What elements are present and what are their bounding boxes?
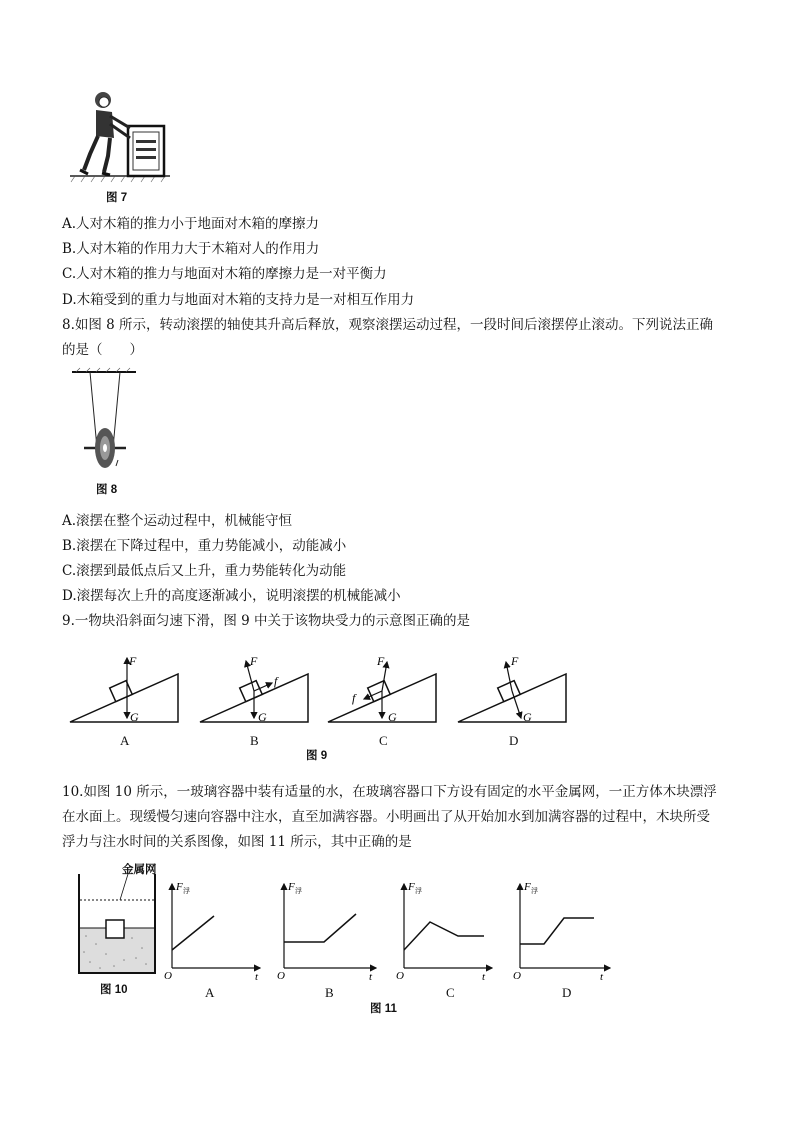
q9-diagram-d: [458, 654, 566, 724]
figure-11-graphs: [160, 876, 620, 983]
q10-stem-line2: 在水面上。现缓慢匀速向容器中注水，直至加满容器。小明画出了从开始加水到加满容器的过程中，木块所受: [62, 809, 710, 825]
q8-option-d: D.滚摆每次上升的高度逐渐减小，说明滚摆的机械能减小: [62, 588, 401, 604]
figure-7-caption: 图 7: [106, 192, 128, 204]
q7-option-d: D.木箱受到的重力与地面对木箱的支持力是一对相互作用力: [62, 292, 415, 308]
figure-7-person-pushing-box: [70, 88, 170, 184]
figure-8-maxwell-wheel: [70, 368, 140, 476]
figure-9-caption: 图 9: [306, 750, 328, 762]
figure-10-container: [76, 874, 162, 974]
q10-d-origin: O: [513, 970, 521, 982]
q8-stem-line1: 8.如图 8 所示，转动滚摆的轴使其升高后释放，观察滚摆运动过程，一段时间后滚摆停止滚动。下列说法正确: [62, 317, 714, 333]
q10-graph-b: [277, 881, 376, 983]
figure-9-incline-diagrams: [66, 648, 586, 758]
q10-stem-line3: 浮力与注水时间的关系图像，如图 11 所示，其中正确的是: [62, 834, 412, 850]
figure-10-mesh-label: 金属网: [122, 864, 157, 876]
q10-label-b: B: [325, 985, 334, 1000]
q10-graph-a: [164, 881, 260, 983]
q9-a-force-G: G: [130, 710, 139, 724]
q9-label-d: D: [509, 733, 519, 748]
q10-graph-c: [396, 881, 492, 983]
q9-label-a: A: [120, 733, 130, 748]
q10-b-origin: O: [277, 970, 285, 982]
q10-d-axis-x: t: [600, 971, 604, 983]
q10-a-axis-y: F: [176, 881, 183, 893]
q9-diagram-b: [200, 654, 308, 724]
q10-d-axis-y-sub: 浮: [531, 887, 538, 895]
q8-stem-line2: 的是（ ）: [62, 342, 143, 358]
figure-8-caption: 图 8: [96, 484, 118, 496]
q10-a-axis-y-sub: 浮: [183, 887, 190, 895]
q7-option-a: A.人对木箱的推力小于地面对木箱的摩擦力: [62, 216, 320, 232]
figure-11-caption: 图 11: [370, 1003, 397, 1015]
q8-option-a: A.滚摆在整个运动过程中，机械能守恒: [62, 513, 293, 529]
q10-a-axis-x: t: [255, 971, 259, 983]
q10-c-axis-y-sub: 浮: [415, 887, 422, 895]
q10-label-d: D: [562, 985, 572, 1000]
q10-label-a: A: [205, 985, 215, 1000]
q9-label-c: C: [379, 733, 388, 748]
q9-b-force-G: G: [258, 710, 267, 724]
q9-d-force-G: G: [523, 710, 532, 724]
q9-diagram-a: [70, 654, 178, 724]
q10-a-origin: O: [164, 970, 172, 982]
q8-option-c: C.滚摆到最低点后又上升，重力势能转化为动能: [62, 563, 347, 579]
q10-b-axis-y: F: [288, 881, 295, 893]
q9-label-b: B: [250, 733, 259, 748]
q9-c-force-G: G: [388, 710, 397, 724]
q10-c-axis-y: F: [408, 881, 415, 893]
q8-option-b: B.滚摆在下降过程中，重力势能减小，动能减小: [62, 538, 347, 554]
q9-b-force-F: F: [250, 654, 258, 668]
q9-c-force-F: F: [377, 654, 385, 668]
q10-c-axis-x: t: [482, 971, 486, 983]
q10-graph-d: [513, 881, 610, 983]
q7-option-c: C.人对木箱的推力与地面对木箱的摩擦力是一对平衡力: [62, 266, 387, 282]
q9-b-force-f: f: [274, 674, 278, 688]
q10-b-axis-x: t: [369, 971, 373, 983]
q10-stem-line1: 10.如图 10 所示，一玻璃容器中装有适量的水，在玻璃容器口下方设有固定的水平金属网，一正方体木块漂浮: [62, 784, 717, 800]
figure-10-caption: 图 10: [100, 984, 128, 996]
q9-a-force-F: F: [129, 654, 137, 668]
q7-option-b: B.人对木箱的作用力大于木箱对人的作用力: [62, 241, 320, 257]
q10-c-origin: O: [396, 970, 404, 982]
q10-label-c: C: [446, 985, 455, 1000]
q9-c-force-f: f: [352, 691, 356, 705]
q9-d-force-F: F: [511, 654, 519, 668]
q10-d-axis-y: F: [524, 881, 531, 893]
q9-stem: 9.一物块沿斜面匀速下滑，图 9 中关于该物块受力的示意图正确的是: [62, 613, 471, 629]
q10-b-axis-y-sub: 浮: [295, 887, 302, 895]
q9-diagram-c: [328, 654, 436, 724]
